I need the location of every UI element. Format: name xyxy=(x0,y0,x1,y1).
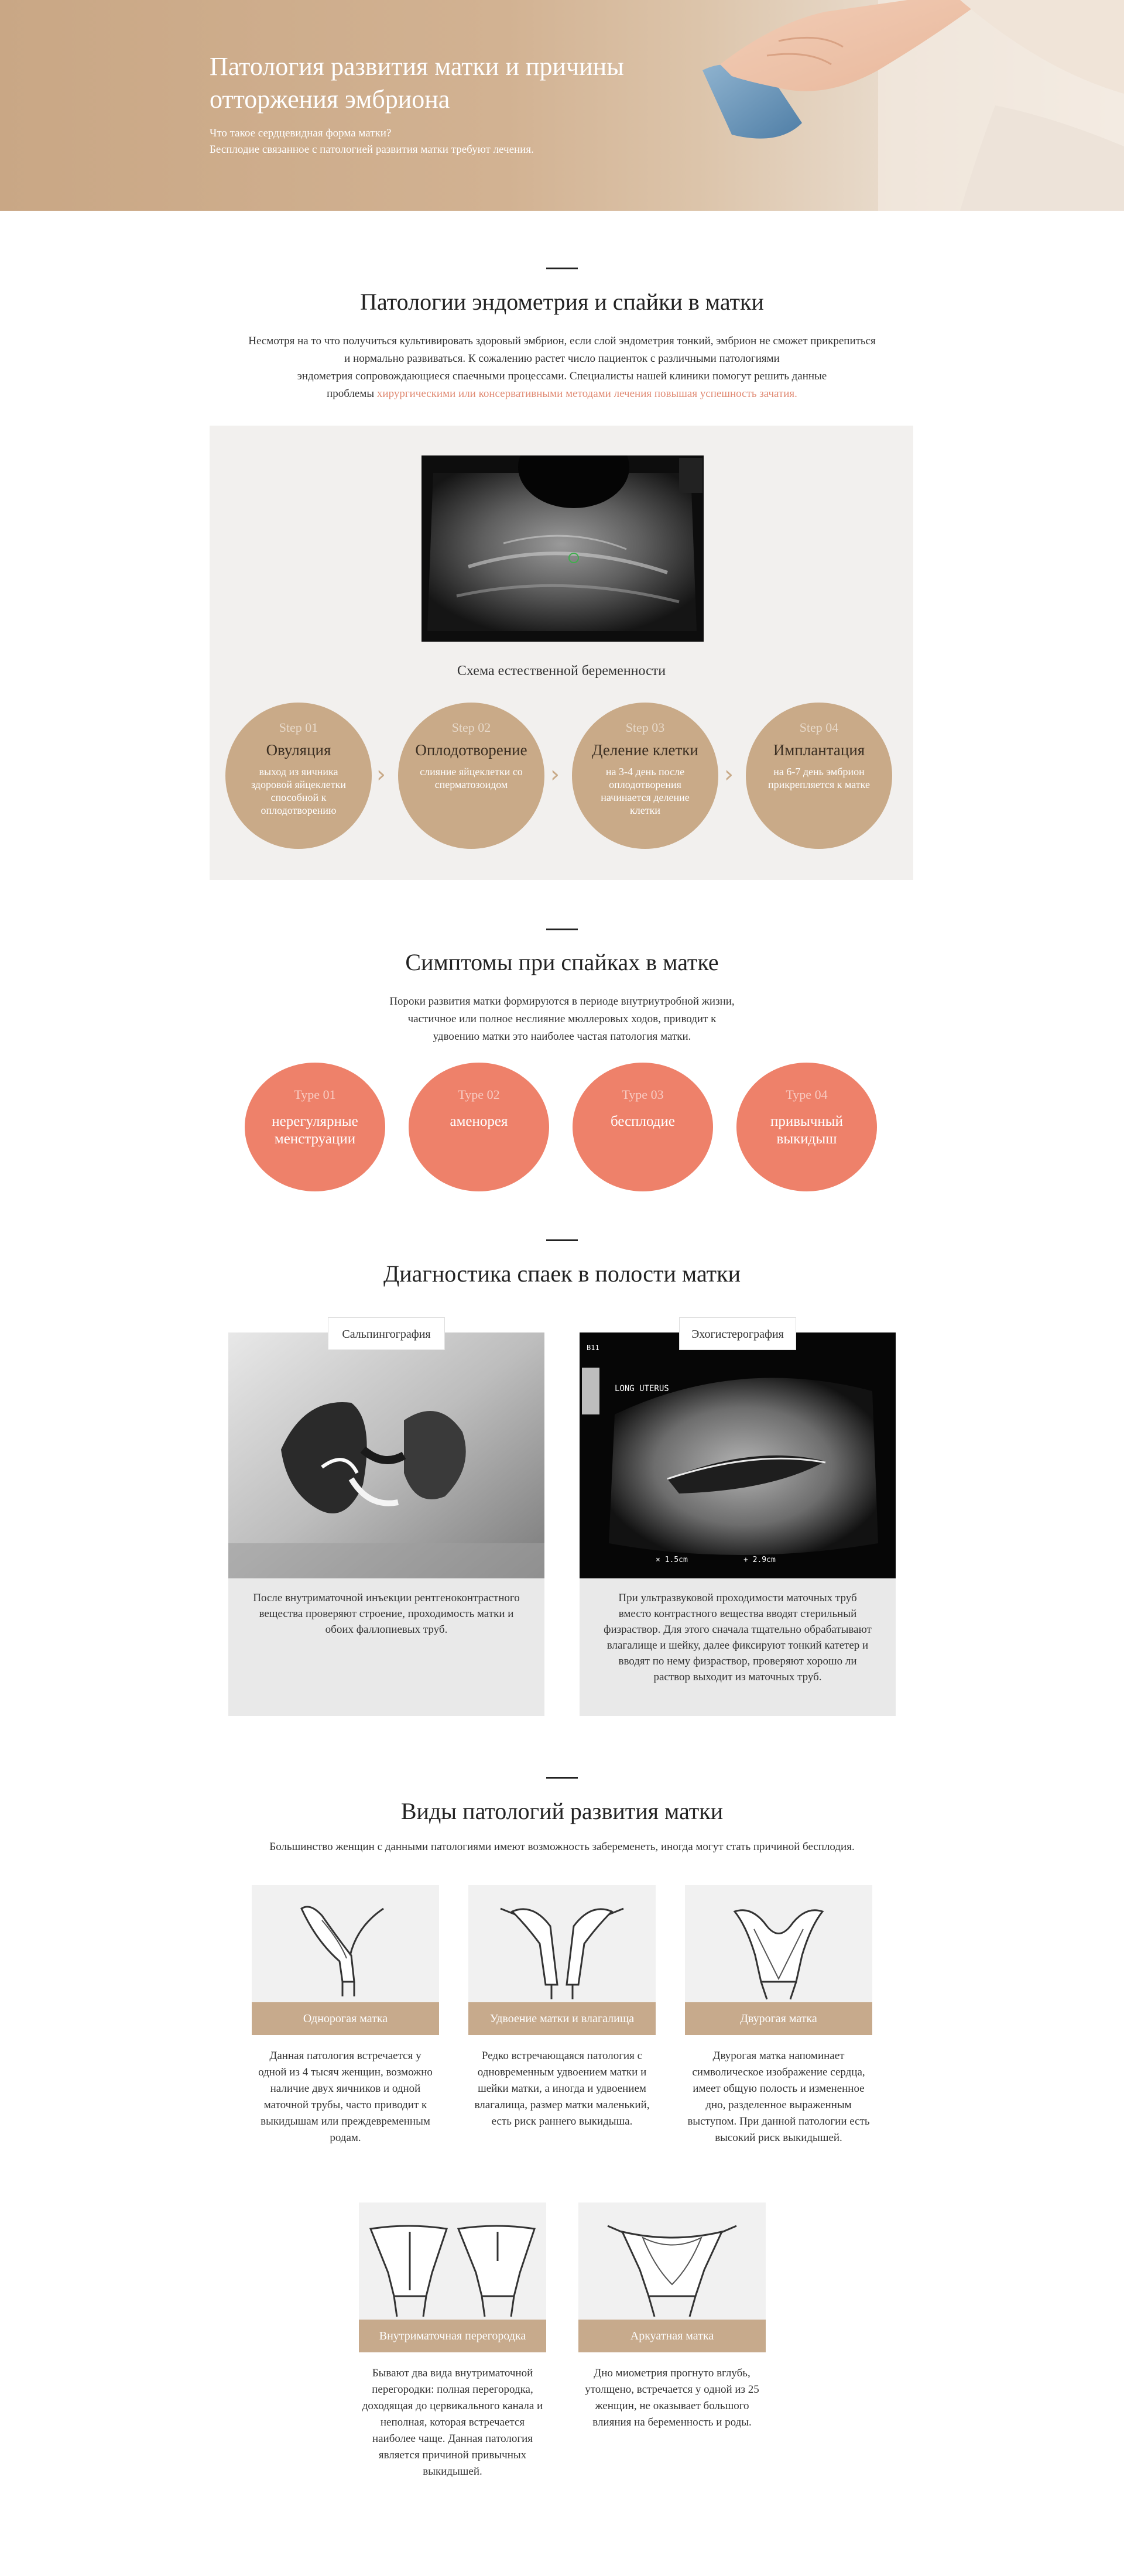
hero-banner xyxy=(0,0,1124,211)
section-desc-endometrium xyxy=(193,333,931,403)
pathology-description: Бывают два вида внутриматочной перегородки: полная перегородка, доходящая до цервикального канала и неполная, которая встречается наиболее чаще. Данная патология является причиной привычных выкидышей. xyxy=(362,2367,543,2478)
pathology-description: Двурогая матка напоминает символическое изображение сердца, имеет общую полость и измененное дно, разделенное выраженным выступом. При данной патологии есть высокий риск выкидышей. xyxy=(687,2050,870,2144)
ultrasound-image xyxy=(422,455,704,642)
pathology-card-unicornuate xyxy=(252,1885,439,2146)
step-number: Step 01 xyxy=(279,720,318,735)
desc-line: Пороки развития матки формируются в периоде внутриутробной жизни, xyxy=(389,995,735,1008)
step-circle-cell-division xyxy=(572,703,718,849)
section-title-types: Виды патологий развития матки xyxy=(400,1798,724,1824)
symptom-number: Type 03 xyxy=(622,1087,664,1102)
section-desc-symptoms xyxy=(328,993,796,1046)
desc-accent-text: хирургическими или консервативными методами лечения повышая успешность зачатия. xyxy=(376,388,797,400)
hero-subtitle-statement: Бесплодие связанное с патологией развития матки требуют лечения. xyxy=(210,143,534,156)
step-title: Оплодотворение xyxy=(415,741,527,759)
section-divider xyxy=(546,1239,578,1241)
symptom-circle xyxy=(409,1063,549,1191)
step-number: Step 02 xyxy=(451,720,491,735)
uterus-illustration xyxy=(468,1885,656,2002)
step-description: на 3-4 день после оплодотворения начинается деление клетки xyxy=(601,766,690,816)
pathology-name: Двурогая матка xyxy=(685,2002,872,2035)
section-desc-types: Большинство женщин с данными патологиями имеют возможность забеременеть, иногда могут стать причиной бесплодия. xyxy=(269,1841,855,1853)
diagnostic-card-salpingography xyxy=(228,1332,544,1716)
uterus-illustration xyxy=(252,1885,439,2002)
pathology-card-arcuate xyxy=(578,2202,766,2431)
section-title-diagnostics: Диагностика спаек в полости матки xyxy=(383,1260,741,1287)
hero-subtitle-question: Что такое сердцевидная форма матки? xyxy=(210,127,392,139)
step-title: Имплантация xyxy=(773,741,865,759)
section-divider xyxy=(546,1777,578,1779)
desc-line: эндометрия сопровождающиеся спаечными процессами. Специалисты нашей клиники помогут решить данные xyxy=(297,370,827,382)
desc-text: проблемы xyxy=(327,388,377,400)
pathology-name: Аркуатная матка xyxy=(578,2320,766,2352)
desc-line: удвоению матки это наиболее частая патология матки. xyxy=(433,1030,691,1043)
section-divider xyxy=(546,929,578,930)
symptom-number: Type 01 xyxy=(294,1087,336,1102)
uterus-illustration xyxy=(578,2202,766,2320)
ultrasound-caption: LONG UTERUS xyxy=(615,1384,669,1393)
step-title: Деление клетки xyxy=(592,741,698,759)
symptom-title: нерегулярные менструации xyxy=(272,1114,358,1147)
step-description: выход из яичника здоровой яйцеклетки способной к оплодотворению xyxy=(251,766,346,816)
diagnostic-description: При ультразвуковой проходимости маточных труб вместо контрастного вещества вводят стерильный физраствор. Для этого сначала тщательно обрабатывают влагалище и шейку, далее фиксируют тонкий катетер и вводят по нему физраствор, проверяют хорошо ли раствор выходит из маточных труб. xyxy=(604,1592,872,1683)
step-circle-fertilization xyxy=(398,703,544,849)
step-number: Step 03 xyxy=(625,720,665,735)
symptom-number: Type 04 xyxy=(786,1087,828,1102)
scheme-title: Схема естественной беременности xyxy=(457,663,666,679)
step-circle-ovulation xyxy=(225,703,372,849)
symptom-number: Type 02 xyxy=(458,1087,500,1102)
diagnostic-description: После внутриматочной инъекции рентгеноконтрастного вещества проверяют строение, проходимость матки и обоих фаллопиевых труб. xyxy=(253,1592,520,1636)
ultrasound-uterus-image xyxy=(580,1332,896,1578)
step-circle-implantation xyxy=(746,703,892,849)
desc-line: частичное или полное неслияние мюллеровых ходов, приводит к xyxy=(407,1013,717,1025)
xray-image xyxy=(228,1332,544,1578)
chevron-right-icon: › xyxy=(376,761,386,788)
step-description: на 6-7 день эмбрион прикрепляется к матке xyxy=(768,766,870,790)
symptom-circle xyxy=(573,1063,713,1191)
ultrasound-measure: × 1.5cm xyxy=(656,1556,688,1564)
desc-line: и нормально развиваться. К сожалению растет число пациенток с различными патологиями xyxy=(344,352,780,365)
symptom-circle xyxy=(245,1063,385,1191)
step-title: Овуляция xyxy=(266,741,331,759)
pathology-card-septate xyxy=(359,2202,546,2480)
step-description: слияние яйцеклетки со сперматозоидом xyxy=(420,766,523,790)
diagnostic-card-echohysterography xyxy=(580,1332,896,1716)
pathology-description: Редко встречающаяся патология с одновременным удвоением матки и шейки матки, а иногда и удвоением влагалища, размер матки маленький, есть риск раннего выкидыша. xyxy=(474,2050,650,2128)
pathology-card-uterus-didelphys xyxy=(468,1885,656,2130)
page-title: Патология развития матки и причины отторжения эмбриона xyxy=(210,52,624,114)
symptom-title: бесплодие xyxy=(610,1114,676,1129)
diagnostic-label-salpingography: Сальпингография xyxy=(328,1317,445,1350)
diagnostic-label-echohysterography: Эхогистерография xyxy=(679,1317,796,1350)
section-title-endometrium: Патологии эндометрия и спайки в матки xyxy=(360,289,764,315)
desc-line: Несмотря на то что получиться культивировать здоровый эмбрион, если слой эндометрия тонкий, эмбрион не сможет прикрепиться xyxy=(248,335,876,347)
symptom-title: привычный выкидыш xyxy=(770,1114,843,1147)
uterus-illustration xyxy=(685,1885,872,2002)
pathology-card-bicornuate xyxy=(685,1885,872,2146)
desc-line xyxy=(193,385,931,403)
pathology-name: Внутриматочная перегородка xyxy=(359,2320,546,2352)
section-title-symptoms: Симптомы при спайках в матке xyxy=(405,949,719,975)
symptom-circle xyxy=(736,1063,877,1191)
chevron-right-icon: › xyxy=(724,761,734,788)
ultrasound-measure: + 2.9cm xyxy=(743,1556,776,1564)
chevron-right-icon: › xyxy=(550,761,560,788)
pathology-name: Удвоение матки и влагалища xyxy=(468,2002,656,2035)
pathology-description: Дно миометрия прогнуто вглубь, утолщено, встречается у одной из 25 женщин, не оказывает большого влияния на беременность и роды. xyxy=(585,2367,759,2428)
section-divider xyxy=(546,268,578,269)
uterus-illustration xyxy=(359,2202,546,2320)
pathology-name: Однорогая матка xyxy=(252,2002,439,2035)
pathology-description: Данная патология встречается у одной из 4 тысяч женщин, возможно наличие двух яичников и одной маточной трубы, часто приводит к выкидышам или преждевременным родам. xyxy=(258,2050,433,2144)
symptom-title: аменорея xyxy=(450,1114,508,1129)
svg-text:B11: B11 xyxy=(587,1344,599,1352)
step-number: Step 04 xyxy=(799,720,839,735)
